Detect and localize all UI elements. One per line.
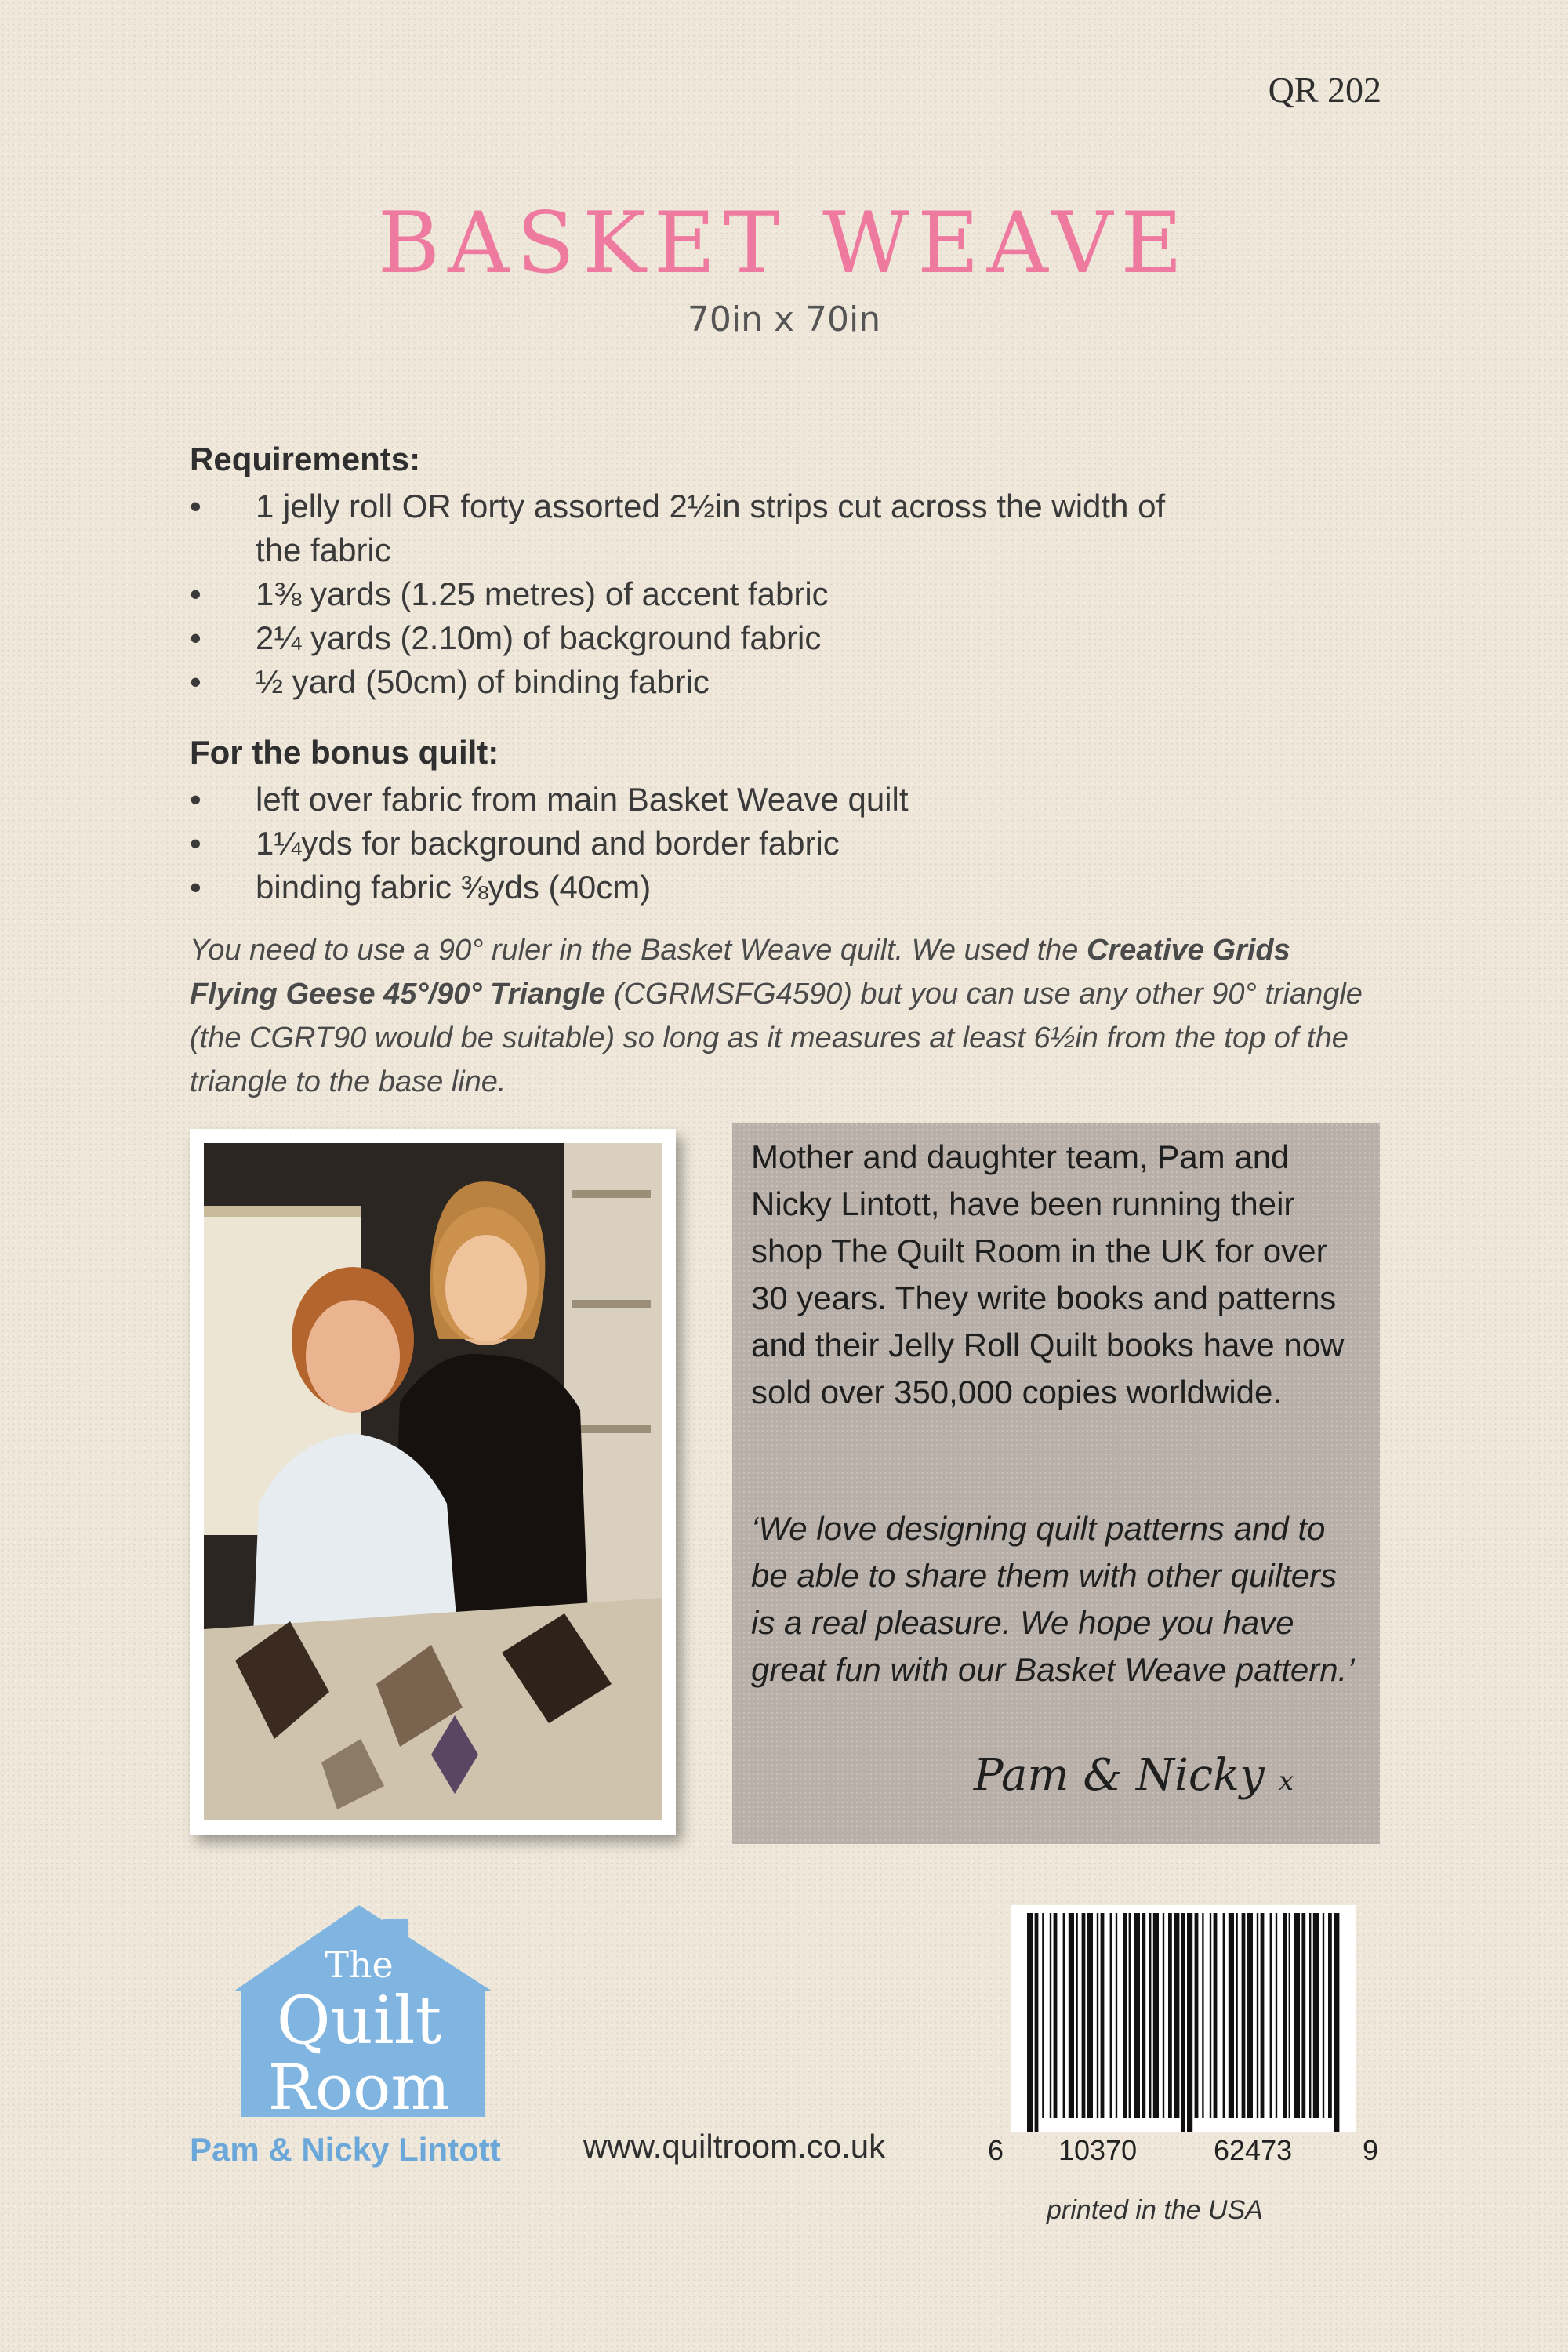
- barcode-bar: [1236, 1913, 1237, 2118]
- barcode-bar: [1097, 1913, 1098, 2118]
- note-text: You need to use a 90° ruler in the Basket Weave quilt. We used the: [190, 934, 1087, 967]
- list-item-text: ½ yard (50cm) of binding fabric: [256, 663, 710, 700]
- author-photo-illustration: [204, 1143, 662, 1820]
- barcode-bar: [1210, 1913, 1211, 2118]
- barcode-bar: [1294, 1913, 1300, 2118]
- author-photo-frame: [190, 1129, 676, 1835]
- barcode-bar: [1101, 1913, 1105, 2118]
- bio-quote: ‘We love designing quilt patterns and to be able to share them with other quilters is a real pleasure. We hope you have great fun with our Basket Weave pattern.’: [751, 1510, 1355, 1688]
- note-product-name: Creative Grids Flying Geese 45°/90° Triangle: [190, 934, 1290, 1011]
- house-logo-icon: [187, 1905, 532, 2125]
- list-item: [190, 822, 1209, 866]
- bonus-list: [190, 778, 1209, 909]
- barcode-bar: [1149, 1913, 1151, 2118]
- barcode-bar: [1261, 1913, 1265, 2118]
- barcode-bar: [1334, 1913, 1339, 2132]
- list-item: [190, 866, 1209, 909]
- barcode-bar: [1123, 1913, 1127, 2118]
- barcode-bar: [1087, 1913, 1093, 2118]
- bullet-icon: •: [190, 663, 201, 700]
- logo-quilt: Quilt: [276, 1982, 442, 2059]
- barcode-bar: [1142, 1913, 1145, 2118]
- bullet-icon: •: [190, 575, 201, 612]
- bullet-icon: •: [190, 488, 201, 524]
- barcode-bar: [1214, 1913, 1218, 2118]
- list-item: [190, 485, 1209, 572]
- barcode-bar: [1168, 1913, 1172, 2118]
- logo-subtitle: Pam & Nicky Lintott: [190, 2131, 501, 2168]
- author-photo: [204, 1143, 662, 1820]
- website-link[interactable]: www.quiltroom.co.uk: [583, 2128, 886, 2165]
- printed-in-note: printed in the USA: [1047, 2195, 1263, 2225]
- page-title: BASKET WEAVE: [377, 194, 1191, 292]
- barcode-bar: [1195, 1913, 1199, 2118]
- note-text: (CGRMSFG4590) but you can use any other 90° triangle (the CGRT90 would be suitable) so long as it measures at least 6½in from the top of the triangle to the base line.: [190, 978, 1363, 1098]
- signature: [974, 1750, 1294, 1801]
- quilt-size: 70in x 70in: [687, 299, 881, 339]
- barcode-bars: [1011, 1905, 1356, 2132]
- barcode-right-digits: 62473: [1214, 2134, 1293, 2166]
- barcode-lead-digit: 6: [988, 2134, 1004, 2166]
- list-item: [190, 572, 1209, 616]
- logo-the: The: [325, 1944, 394, 1986]
- barcode-bar: [1283, 1913, 1287, 2118]
- barcode-bar: [1229, 1913, 1234, 2118]
- barcode-bar: [1181, 1913, 1185, 2132]
- barcode-box: [1011, 1905, 1356, 2132]
- barcode-bar: [1035, 1913, 1039, 2132]
- list-item-text: 1 jelly roll OR forty assorted 2½in strips cut across the width of the fabric: [256, 488, 1166, 568]
- list-item-text: 2¼ yards (2.10m) of background fabric: [256, 619, 822, 656]
- bullet-icon: •: [190, 619, 201, 656]
- barcode-bar: [1027, 1913, 1033, 2132]
- barcode-bar: [1174, 1913, 1179, 2118]
- barcode-bar: [1042, 1913, 1044, 2118]
- barcode-bar: [1054, 1913, 1058, 2118]
- barcode-bar: [1110, 1913, 1112, 2118]
- barcode-bar: [1129, 1913, 1131, 2118]
- barcode-bar: [1153, 1913, 1159, 2118]
- bio-text: Mother and daughter team, Pam and Nicky Lintott, have been running their shop The Quilt Room in the UK for over 30 years. They write books and patterns and their Jelly Roll Quilt books have now sold over 350,000 copies worldwide.: [751, 1138, 1345, 1410]
- barcode-bar: [1323, 1913, 1324, 2118]
- barcode-bar: [1309, 1913, 1311, 2118]
- ruler-note: [190, 928, 1381, 1104]
- barcode-bar: [1063, 1913, 1065, 2118]
- list-item-text: 1¼yds for background and border fabric: [256, 825, 840, 862]
- barcode-bar: [1247, 1913, 1253, 2118]
- requirements-list: [190, 485, 1209, 704]
- list-item: [190, 660, 1209, 704]
- barcode-bar: [1116, 1913, 1117, 2118]
- barcode-bar: [1134, 1913, 1140, 2118]
- barcode: [988, 1905, 1380, 2172]
- bullet-icon: •: [190, 869, 201, 906]
- barcode-bar: [1301, 1913, 1305, 2118]
- barcode-left-digits: 10370: [1058, 2134, 1138, 2166]
- barcode-bar: [1270, 1913, 1272, 2118]
- signature-kiss: x: [1278, 1766, 1294, 1797]
- barcode-bar: [1313, 1913, 1319, 2118]
- barcode-bar: [1082, 1913, 1086, 2118]
- requirements-heading: Requirements:: [190, 441, 421, 477]
- barcode-check-digit: 9: [1363, 2134, 1379, 2166]
- bio-panel: [732, 1123, 1380, 1844]
- barcode-bar: [1289, 1913, 1290, 2118]
- list-item-text: binding fabric ⅜yds (40cm): [256, 869, 652, 906]
- barcode-bar: [1242, 1913, 1246, 2118]
- bonus-heading: For the bonus quilt:: [190, 734, 499, 771]
- barcode-bar: [1202, 1913, 1203, 2118]
- list-item-text: 1⅜ yards (1.25 metres) of accent fabric: [256, 575, 829, 612]
- barcode-bar: [1223, 1913, 1225, 2118]
- barcode-bar: [1187, 1913, 1192, 2132]
- signature-names: Pam & Nicky: [973, 1750, 1265, 1801]
- barcode-bar: [1276, 1913, 1277, 2118]
- list-item-text: left over fabric from main Basket Weave quilt: [256, 781, 909, 818]
- barcode-bar: [1050, 1913, 1051, 2118]
- logo-room: Room: [267, 2051, 451, 2124]
- list-item: [190, 616, 1209, 660]
- bullet-icon: •: [190, 825, 201, 862]
- bullet-icon: •: [190, 781, 201, 818]
- barcode-bar: [1257, 1913, 1258, 2118]
- product-code: QR 202: [1268, 70, 1381, 110]
- barcode-bar: [1163, 1913, 1164, 2118]
- barcode-bar: [1069, 1913, 1074, 2118]
- list-item: [190, 778, 1209, 822]
- barcode-bar: [1328, 1913, 1332, 2118]
- barcode-bar: [1076, 1913, 1077, 2118]
